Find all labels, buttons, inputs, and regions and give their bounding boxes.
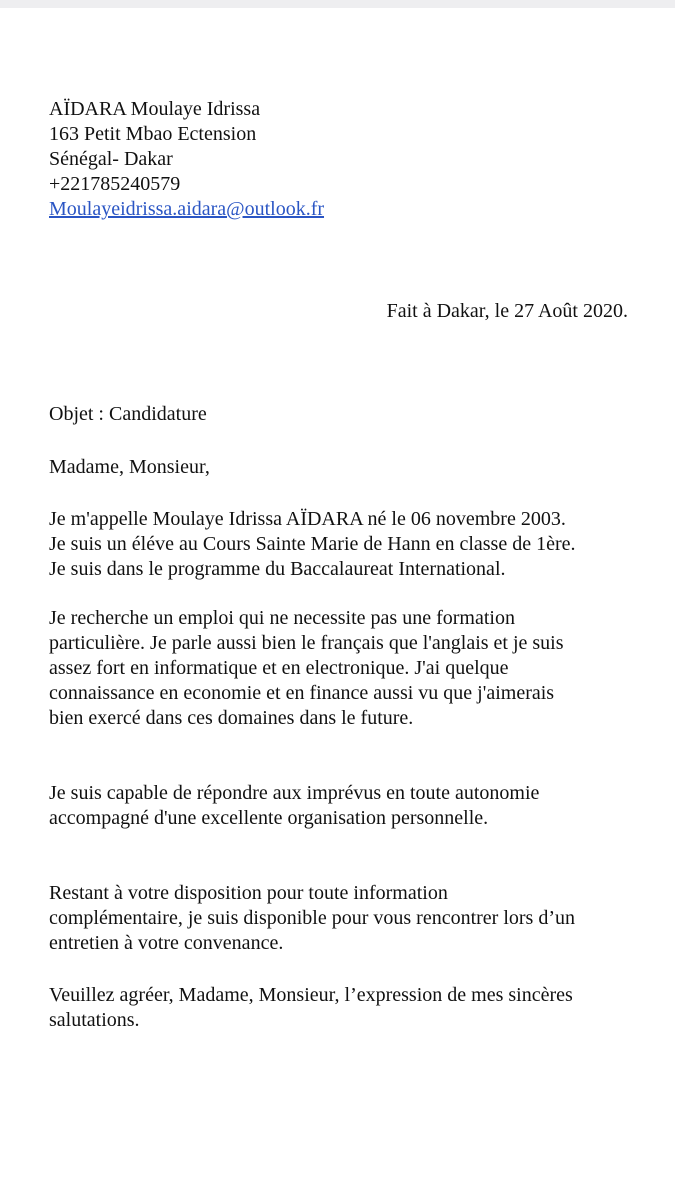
paragraph-line: connaissance en economie et en finance aussi vu que j'aimerais xyxy=(49,682,555,704)
top-bar xyxy=(0,0,675,8)
subject-line: Objet : Candidature xyxy=(49,403,207,425)
paragraph-line: particulière. Je parle aussi bien le français que l'anglais et je suis xyxy=(49,632,564,654)
greeting: Madame, Monsieur, xyxy=(49,456,210,478)
paragraph-availability xyxy=(49,881,649,956)
sender-block xyxy=(49,97,649,222)
paragraph-line: Je m'appelle Moulaye Idrissa AÏDARA né le 06 novembre 2003. xyxy=(49,508,566,530)
sender-name: AÏDARA Moulaye Idrissa xyxy=(49,98,261,120)
paragraph-line: assez fort en informatique et en electronique. J'ai quelque xyxy=(49,657,509,679)
paragraph-line: complémentaire, je suis disponible pour vous rencontrer lors d’un xyxy=(49,907,575,929)
paragraph-line: Je suis un éléve au Cours Sainte Marie de Hann en classe de 1ère. xyxy=(49,533,576,555)
paragraph-skills xyxy=(49,606,649,731)
date-line: Fait à Dakar, le 27 Août 2020. xyxy=(386,300,628,322)
paragraph-line: Je recherche un emploi qui ne necessite pas une formation xyxy=(49,607,515,629)
paragraph-line: entretien à votre convenance. xyxy=(49,932,284,954)
paragraph-qualities xyxy=(49,781,649,831)
sender-address: 163 Petit Mbao Ectension xyxy=(49,123,257,145)
paragraph-line: Je suis dans le programme du Baccalaureat International. xyxy=(49,558,506,580)
paragraph-line: bien exercé dans ces domaines dans le future. xyxy=(49,707,414,729)
sender-city: Sénégal- Dakar xyxy=(49,148,173,170)
sender-email-link[interactable]: Moulayeidrissa.aidara@outlook.fr xyxy=(49,198,325,220)
paragraph-introduction xyxy=(49,507,649,582)
paragraph-line: Restant à votre disposition pour toute information xyxy=(49,882,448,904)
paragraph-line: accompagné d'une excellente organisation personnelle. xyxy=(49,807,489,829)
paragraph-line: Je suis capable de répondre aux imprévus en toute autonomie xyxy=(49,782,540,804)
paragraph-line: Veuillez agréer, Madame, Monsieur, l’expression de mes sincères xyxy=(49,984,573,1006)
paragraph-line: salutations. xyxy=(49,1009,140,1031)
sender-phone: +221785240579 xyxy=(49,173,181,195)
paragraph-closing xyxy=(49,983,649,1033)
